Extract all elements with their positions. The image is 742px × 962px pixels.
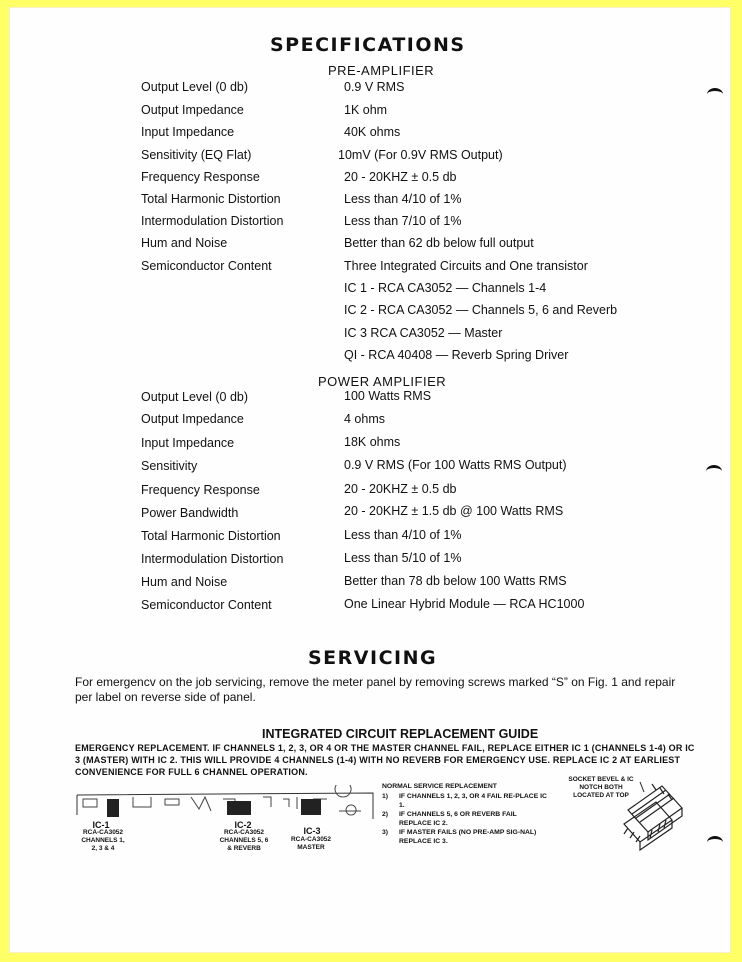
ic-socket-drawing: [616, 780, 692, 854]
spec-label: Input Impedance: [141, 125, 235, 139]
spec-label: Semiconductor Content: [141, 259, 272, 273]
spec-value: Three Integrated Circuits and One transistor: [344, 259, 588, 273]
spec-value: Less than 4/10 of 1%: [344, 528, 462, 542]
normal-service-heading: NORMAL SERVICE REPLACEMENT: [382, 783, 497, 790]
spec-label: Input Impedance: [141, 436, 235, 450]
servicing-title: SERVICING: [308, 647, 438, 669]
spec-value: 4 ohms: [344, 412, 385, 426]
spec-label: Hum and Noise: [141, 575, 228, 589]
spec-label: Output Impedance: [141, 412, 244, 426]
spec-label: Power Bandwidth: [141, 506, 239, 520]
ic2-chip: [227, 801, 251, 815]
normal-item-text: IF CHANNELS 1, 2, 3, OR 4 FAIL RE-PLACE IC 1.: [399, 793, 547, 809]
spec-label: Intermodulation Distortion: [141, 214, 284, 228]
spec-value: 40K ohms: [344, 125, 401, 139]
spec-value: 10mV (For 0.9V RMS Output): [338, 148, 503, 162]
semiconductor-detail: IC 1 - RCA CA3052 — Channels 1-4: [344, 281, 547, 295]
normal-item-text: IF CHANNELS 5, 6 OR REVERB FAIL REPLACE IC 2.: [399, 811, 517, 827]
spec-label: Total Harmonic Distortion: [141, 529, 281, 543]
binder-hole-mark-bottom: [707, 836, 723, 849]
specifications-title: SPECIFICATIONS: [270, 34, 466, 56]
poweramp-heading: POWER AMPLIFIER: [318, 374, 447, 389]
spec-value: Better than 62 db below full output: [344, 236, 534, 250]
guide-heading: INTEGRATED CIRCUIT REPLACEMENT GUIDE: [262, 727, 539, 741]
spec-label: Sensitivity: [141, 459, 198, 473]
spec-value: Less than 4/10 of 1%: [344, 192, 462, 206]
spec-value: 0.9 V RMS (For 100 Watts RMS Output): [344, 458, 567, 472]
normal-item-text: IF MASTER FAILS (NO PRE-AMP SIG-NAL) REPLACE IC 3.: [399, 829, 537, 845]
spec-value: 20 - 20KHZ ± 1.5 db @ 100 Watts RMS: [344, 504, 564, 518]
ic3-desc: RCA-CA3052 MASTER: [290, 836, 332, 851]
spec-label: Output Level (0 db): [141, 390, 249, 404]
spec-label: Semiconductor Content: [141, 598, 272, 612]
spec-value: 100 Watts RMS: [344, 389, 432, 403]
spec-value: 20 - 20KHZ ± 0.5 db: [344, 170, 457, 184]
semiconductor-detail: IC 3 RCA CA3052 — Master: [344, 326, 503, 340]
servicing-paragraph: For emergencv on the job servicing, remove the meter panel by removing screws marked “S” on Fig. 1 and repair per label on reverse side of panel.: [75, 675, 676, 704]
emergency-replacement-text: EMERGENCY REPLACEMENT. IF CHANNELS 1, 2, 3, OR 4 OR THE MASTER CHANNEL FAIL, REPLACE EITHER IC 1 (CHANNELS 1-4) OR IC 3 (MASTER) WITH IC 2. THIS WILL PROVIDE 4 CHANNELS (1-4) WITH NO REVERB FOR EMERGENCY USE. REPLACE IC 2 AT EARLIEST CONVENIENCE FOR FULL 6 CHANNEL OPERATION.: [75, 743, 695, 777]
ic1-desc: RCA-CA3052 CHANNELS 1, 2, 3 & 4: [81, 829, 125, 852]
spec-label: Sensitivity (EQ Flat): [141, 148, 252, 162]
normal-item-number: 2): [382, 811, 389, 818]
normal-item-number: 1): [382, 793, 389, 800]
ic1-chip: [107, 799, 119, 817]
ic2-label: IC-2: [234, 820, 252, 830]
spec-value: One Linear Hybrid Module — RCA HC1000: [344, 597, 585, 611]
spec-label: Output Impedance: [141, 103, 244, 117]
spec-label: Output Level (0 db): [141, 80, 249, 94]
semiconductor-detail: IC 2 - RCA CA3052 — Channels 5, 6 and Reverb: [344, 303, 618, 317]
spec-value: 1K ohm: [344, 103, 388, 117]
semiconductor-detail: QI - RCA 40408 — Reverb Spring Driver: [344, 348, 569, 362]
spec-label: Frequency Response: [141, 170, 260, 184]
spec-label: Hum and Noise: [141, 236, 228, 250]
binder-hole-mark-middle: [706, 465, 722, 478]
ic2-desc: RCA-CA3052 CHANNELS 5, 6 & REVERB: [219, 829, 269, 852]
spec-value: 20 - 20KHZ ± 0.5 db: [344, 482, 457, 496]
spec-label: Intermodulation Distortion: [141, 552, 284, 566]
spec-value: Less than 7/10 of 1%: [344, 214, 462, 228]
ic1-label: IC-1: [92, 820, 110, 830]
socket-note: SOCKET BEVEL & IC NOTCH BOTH LOCATED AT TOP: [568, 776, 634, 799]
spec-label: Total Harmonic Distortion: [141, 192, 281, 206]
spec-value: Better than 78 db below 100 Watts RMS: [344, 574, 567, 588]
pcb-diagram: [73, 785, 378, 865]
preamp-heading: PRE-AMPLIFIER: [328, 63, 435, 78]
binder-hole-mark-top: [707, 88, 723, 101]
ic3-label: IC-3: [303, 826, 321, 836]
spec-value: Less than 5/10 of 1%: [344, 551, 462, 565]
ic3-chip: [301, 799, 321, 815]
normal-item-number: 3): [382, 829, 389, 836]
spec-value: 18K ohms: [344, 435, 401, 449]
spec-label: Frequency Response: [141, 483, 260, 497]
spec-value: 0.9 V RMS: [344, 80, 405, 94]
